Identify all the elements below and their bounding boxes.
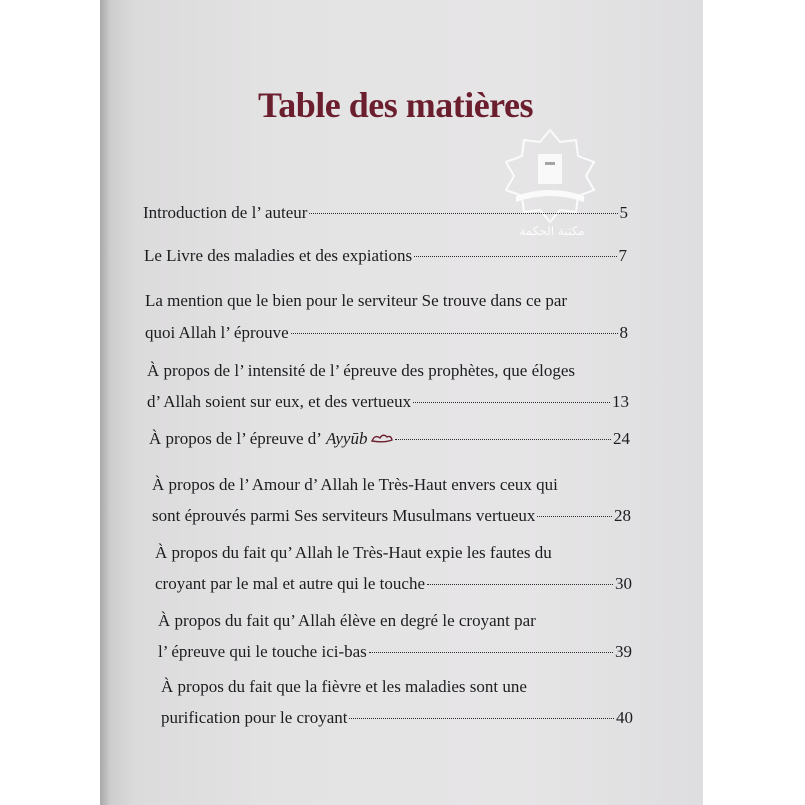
dot-leader xyxy=(537,516,612,517)
dot-leader xyxy=(369,652,613,653)
page-number: 40 xyxy=(616,708,633,727)
page-number: 24 xyxy=(613,429,630,448)
toc-entry-text: À propos de l’ épreuve d’ xyxy=(149,429,322,448)
honorific-seal-icon xyxy=(371,432,393,444)
toc-entry-text: d’ Allah soient sur eux, et des vertueux xyxy=(147,392,412,411)
page-title: Table des matières xyxy=(258,85,533,125)
toc-entry-text: l’ épreuve qui le touche ici-bas xyxy=(158,642,367,661)
page-number: 39 xyxy=(615,642,632,661)
toc-entry[interactable] xyxy=(155,540,632,597)
toc-entry[interactable] xyxy=(147,358,629,415)
toc-entry[interactable] xyxy=(149,426,630,452)
dot-leader xyxy=(309,213,617,214)
dot-leader xyxy=(349,718,614,719)
toc-entry-text: Introduction de l’ auteur xyxy=(143,203,308,222)
page-shadow xyxy=(100,0,110,805)
toc-entry-text: purification pour le croyant xyxy=(161,708,348,727)
dot-leader xyxy=(413,402,610,403)
watermark-text: مكتبة الحكمة xyxy=(519,224,585,238)
toc-entry-text: Le Livre des maladies et des expiations xyxy=(144,246,413,265)
toc-entry[interactable] xyxy=(143,200,628,226)
dot-leader xyxy=(395,439,611,440)
toc-entry-text: croyant par le mal et autre qui le touche xyxy=(155,574,425,593)
toc-entry[interactable] xyxy=(158,608,632,665)
page-number: 5 xyxy=(619,203,628,222)
page-number: 8 xyxy=(619,323,628,342)
toc-entry-text: À propos du fait qu’ Allah le Très-Haut expie les fautes du xyxy=(155,543,552,562)
toc-entry-text: À propos de l’ Amour d’ Allah le Très-Haut envers ceux qui xyxy=(152,475,558,494)
page-number: 13 xyxy=(612,392,629,411)
dot-leader xyxy=(291,333,618,334)
toc-entry-text: À propos du fait que la fièvre et les maladies sont une xyxy=(161,677,527,696)
toc-entry[interactable] xyxy=(144,243,627,269)
toc-entry-text: La mention que le bien pour le serviteur Se trouve dans ce par xyxy=(145,291,568,310)
toc-entry-text: sont éprouvés parmi Ses serviteurs Musulmans vertueux xyxy=(152,506,536,525)
toc-entry-name-italic: Ayyūb xyxy=(325,429,368,448)
toc-entry[interactable] xyxy=(152,472,631,529)
dot-leader xyxy=(427,584,613,585)
toc-entry[interactable] xyxy=(161,674,633,731)
dot-leader xyxy=(414,256,616,257)
page-number: 7 xyxy=(618,246,627,265)
toc-entry-text: À propos du fait qu’ Allah élève en degré le croyant par xyxy=(158,611,536,630)
toc-entry[interactable] xyxy=(145,288,628,346)
toc-entry-text: quoi Allah l’ éprouve xyxy=(145,323,289,342)
page-number: 30 xyxy=(615,574,632,593)
toc-entry-text: À propos de l’ intensité de l’ épreuve des prophètes, que éloges xyxy=(147,361,576,380)
page-number: 28 xyxy=(614,506,631,525)
